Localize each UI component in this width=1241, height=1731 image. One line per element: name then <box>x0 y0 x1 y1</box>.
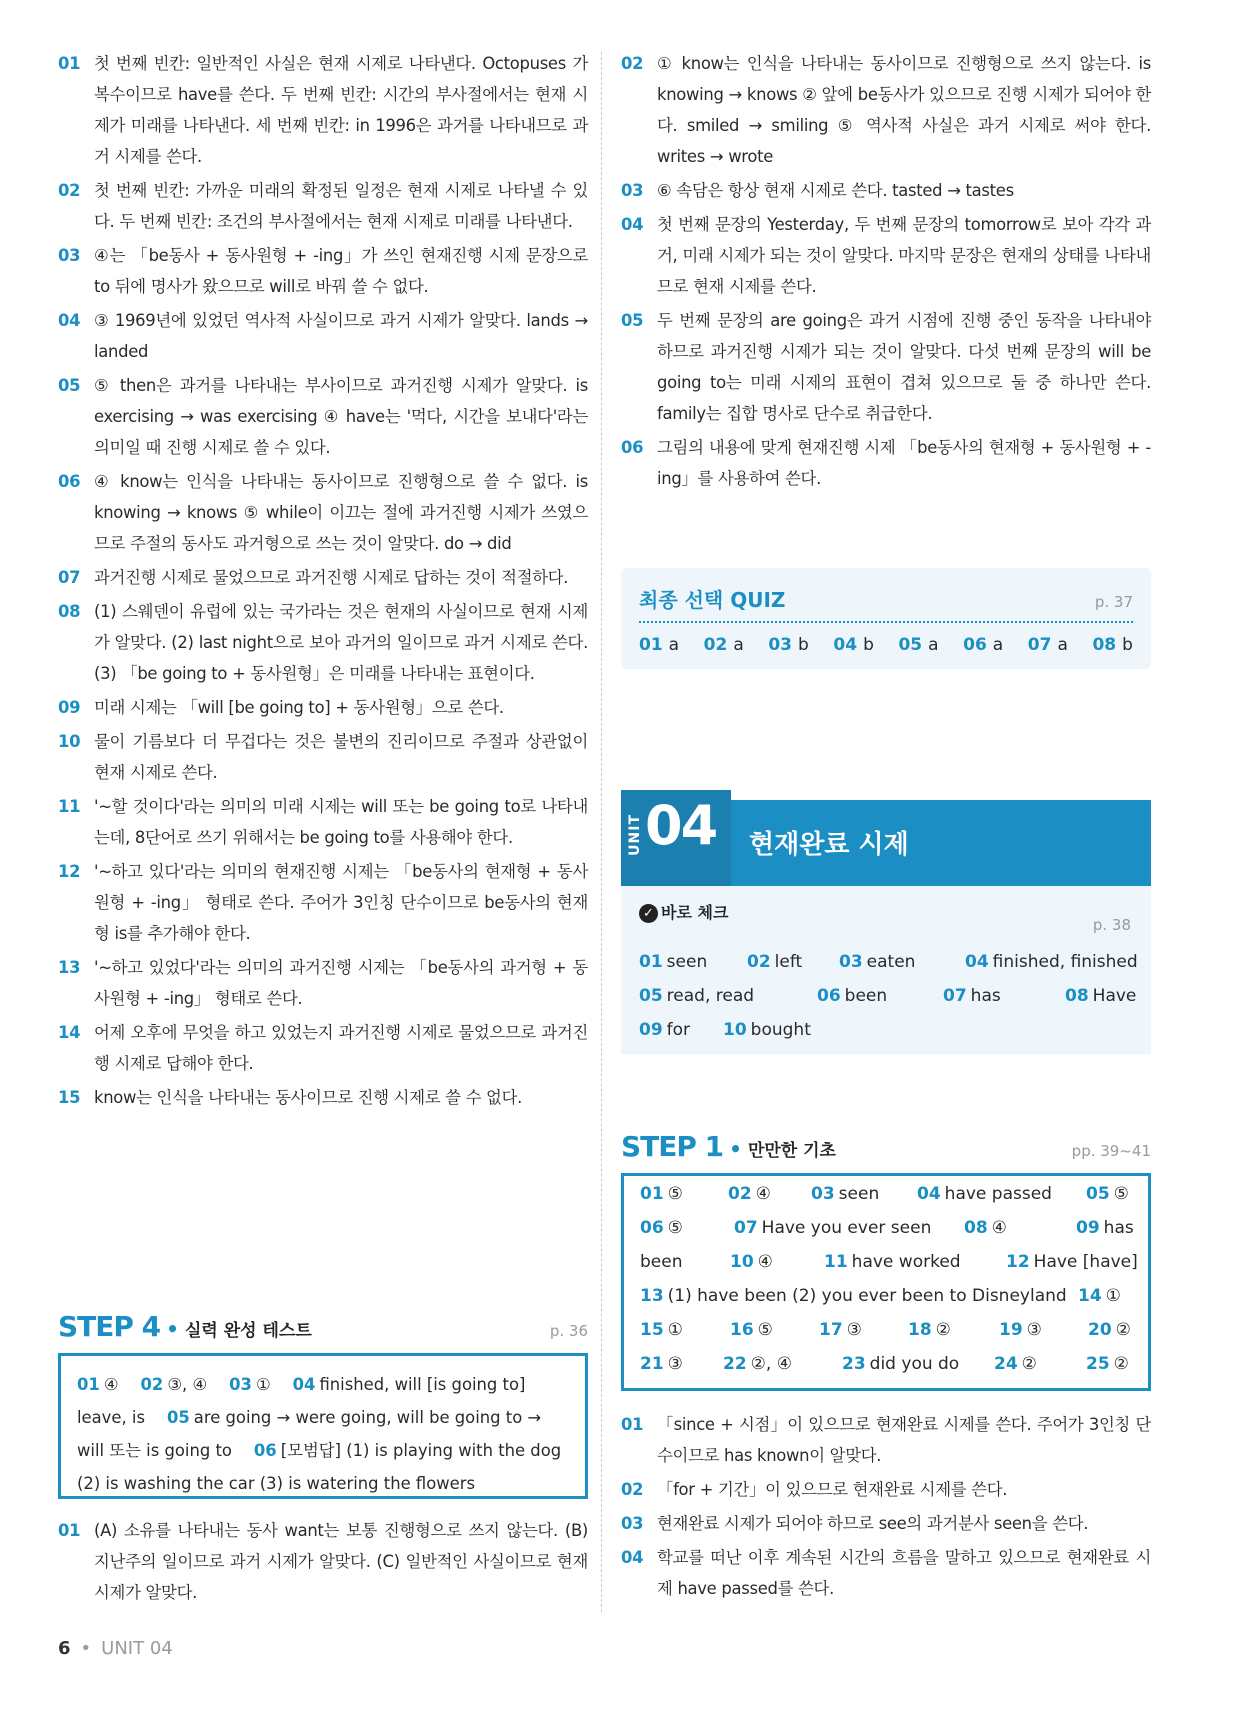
quiz-answer <box>1092 635 1132 655</box>
explanation-item <box>58 305 588 367</box>
answer-number: 13 <box>640 1286 664 1306</box>
item-text: 첫 번째 문장의 Yesterday, 두 번째 문장의 tomorrow로 보아 각각 과거, 미래 시제가 되는 것이 알맞다. 마지막 문장은 현재의 상태를 나타내므로 현재 시제를 쓴다. <box>657 215 1151 296</box>
item-text: 과거진행 시제로 물었으므로 과거진행 시제로 답하는 것이 적절하다. <box>94 568 569 587</box>
item-text: 「for + 기간」이 있으므로 현재완료 시제를 쓴다. <box>657 1480 1008 1499</box>
answer-value: have worked <box>851 1252 961 1272</box>
item-number: 01 <box>58 54 81 73</box>
answer-number: 08 <box>964 1218 988 1238</box>
answer <box>723 1020 811 1040</box>
explanation-item <box>58 1017 588 1079</box>
answer-value: ④ <box>103 1375 119 1394</box>
answer-number: 08 <box>1065 986 1089 1006</box>
item-text: 미래 시제는 「will [be going to] + 동사원형」으로 쓴다. <box>94 698 504 717</box>
quiz-value: a <box>733 635 744 655</box>
answer-number: 03 <box>229 1375 252 1394</box>
explanation-item <box>58 48 588 172</box>
answer-value: ⑤ <box>1113 1184 1129 1204</box>
answer-number: 02 <box>728 1184 752 1204</box>
answer <box>943 986 1001 1006</box>
item-text: 첫 번째 빈칸: 일반적인 사실은 현재 시제로 나타낸다. Octopuses 가 복수이므로 have를 쓴다. 두 번째 빈칸: 시간의 부사절에서는 현재 시제가 미래를 나타낸다. 세 번째 빈칸: in 1996은 과거를 나타내므로 과거 시제를 쓴다. <box>94 54 588 166</box>
answer-value: ④ <box>991 1218 1007 1238</box>
item-number: 02 <box>58 181 81 200</box>
step1-section <box>621 1130 1151 1607</box>
answer-number: 07 <box>943 986 967 1006</box>
answer-number: 22 <box>723 1354 747 1374</box>
answer <box>640 1354 683 1374</box>
item-number: 08 <box>58 602 81 621</box>
item-text: (1) 스웨덴이 유럽에 있는 국가라는 것은 현재의 사실이므로 현재 시제가 알맞다. (2) last night으로 보아 과거의 일이므로 과거 시제로 쓴다. (3) 「be going to + 동사원형」은 미래를 나타내는 표현이다. <box>94 602 588 683</box>
item-number: 15 <box>58 1088 81 1107</box>
item-text: ④ know는 인식을 나타내는 동사이므로 진행형으로 쓸 수 없다. is knowing → knows ⑤ while이 이끄는 절에 과거진행 시제가 쓰였으므로 주절의 동사도 과거형으로 쓰는 것이 알맞다. do → did <box>94 472 588 553</box>
answer-value: [모범답] (1) is playing with the dog (2) is washing the car (3) is watering the flowers <box>77 1441 562 1493</box>
quick-check-page-ref: p. 38 <box>1092 916 1131 934</box>
item-text: ⑤ then은 과거를 나타내는 부사이므로 과거진행 시제가 알맞다. is exercising → was exercising ④ have는 '먹다, 시간을 보내다'라는 의미일 때 진행 시제로 쓸 수 있다. <box>94 376 588 457</box>
item-text: 첫 번째 빈칸: 가까운 미래의 확정된 일정은 현재 시제로 나타낼 수 있다. 두 번째 빈칸: 조건의 부사절에서는 현재 시제로 미래를 나타낸다. <box>94 181 588 231</box>
quiz-value: b <box>863 635 874 655</box>
item-number: 11 <box>58 797 81 816</box>
unit-banner <box>621 794 1151 886</box>
answer-number: 06 <box>817 986 841 1006</box>
answer-value: been <box>844 986 888 1006</box>
answer-number: 04 <box>292 1375 316 1394</box>
answer-number: 10 <box>730 1252 754 1272</box>
step1-dot: • <box>729 1137 742 1161</box>
item-text: 어제 오후에 무엇을 하고 있었는지 과거진행 시제로 물었으므로 과거진행 시제로 답해야 한다. <box>94 1023 588 1073</box>
answer-value: been <box>640 1252 683 1272</box>
answer-number: 02 <box>747 952 771 972</box>
item-number: 12 <box>58 862 81 881</box>
quiz-answer <box>704 635 744 655</box>
explanation-item <box>58 562 588 593</box>
answer <box>734 1218 931 1238</box>
explanation-item <box>621 432 1151 494</box>
item-text: '~할 것이다'라는 의미의 미래 시제는 will 또는 be going to로 나타내는데, 8단어로 쓰기 위해서는 be going to를 사용해야 한다. <box>94 797 588 847</box>
quiz-answer <box>833 635 873 655</box>
explanation-item <box>58 1082 588 1113</box>
quiz-number: 01 <box>639 635 663 655</box>
answer <box>639 952 707 972</box>
item-text: 두 번째 문장의 are going은 과거 시점에 진행 중인 동작을 나타내야 하므로 과거진행 시제가 되는 것이 알맞다. 다섯 번째 문장의 will be going to는 미래 시제의 표현이 겹쳐 있으므로 둘 중 하나만 쓴다. family는 집합 명사로 단수로 취급한다. <box>657 311 1151 423</box>
answer-value: are going → were going, will be going to → will 또는 is going to <box>77 1408 542 1460</box>
answer <box>640 1320 683 1340</box>
item-number: 14 <box>58 1023 81 1042</box>
item-text: ⑥ 속담은 항상 현재 시제로 쓴다. tasted → tastes <box>657 181 1014 200</box>
answer <box>824 1252 961 1272</box>
answer-number: 20 <box>1088 1320 1112 1340</box>
step4-header <box>58 1310 588 1343</box>
explanation-item <box>621 1474 1151 1505</box>
item-text: '~하고 있었다'라는 의미의 과거진행 시제는 「be동사의 과거형 + 동사원형 + -ing」 형태로 쓴다. <box>94 958 588 1008</box>
explanation-item <box>58 692 588 723</box>
item-number: 05 <box>58 376 81 395</box>
answer-value: Have you ever seen <box>761 1218 932 1238</box>
quiz-answer <box>768 635 808 655</box>
item-number: 04 <box>621 215 644 234</box>
step1-title: STEP 1 <box>621 1130 724 1163</box>
quiz-value: b <box>798 635 809 655</box>
answer-value: ③ <box>846 1320 862 1340</box>
item-number: 04 <box>58 311 81 330</box>
answer <box>1065 986 1136 1006</box>
answer <box>730 1320 773 1340</box>
explanation-item <box>58 370 588 463</box>
explanation-item <box>621 48 1151 172</box>
quiz-header <box>639 584 1133 623</box>
answer <box>917 1184 1052 1204</box>
step4-title: STEP 4 <box>58 1310 161 1343</box>
answer <box>994 1354 1037 1374</box>
answer-number: 11 <box>824 1252 848 1272</box>
item-number: 03 <box>58 246 81 265</box>
answer-number: 03 <box>811 1184 835 1204</box>
answer-number: 23 <box>842 1354 866 1374</box>
step4-explanations <box>58 1515 588 1608</box>
item-number: 13 <box>58 958 81 977</box>
answer <box>999 1320 1042 1340</box>
item-number: 09 <box>58 698 81 717</box>
answer <box>1086 1184 1129 1204</box>
answer <box>77 1375 119 1394</box>
answer <box>964 1218 1007 1238</box>
quiz-number: 02 <box>703 635 728 655</box>
answer <box>819 1320 862 1340</box>
answer-value: (1) have been (2) you ever been to Disneyland <box>667 1286 1067 1306</box>
step1-answer-box <box>621 1173 1151 1391</box>
step4-answer-box <box>58 1353 588 1499</box>
item-number: 03 <box>621 1514 644 1533</box>
quiz-value: a <box>992 635 1004 655</box>
answer <box>1088 1320 1131 1340</box>
explanation-item <box>58 856 588 949</box>
explanation-item <box>621 175 1151 206</box>
quiz-number: 04 <box>833 635 858 655</box>
quiz-answer <box>639 635 679 655</box>
item-text: ① know는 인식을 나타내는 동사이므로 진행형으로 쓰지 않는다. is knowing → knows ② 앞에 be동사가 있으므로 진행 시제가 되어야 한다. smiled → smiling ⑤ 역사적 사실은 과거 시제로 써야 한다. writes → wrote <box>657 54 1151 166</box>
item-text: '~하고 있다'라는 의미의 현재진행 시제는 「be동사의 현재형 + 동사원형 + -ing」 형태로 쓴다. 주어가 3인칭 단수이므로 be동사의 현재형 is를 추가해야 한다. <box>94 862 588 943</box>
answer <box>965 952 1138 972</box>
answer-number: 14 <box>1078 1286 1102 1306</box>
answer-number: 01 <box>639 952 663 972</box>
answer <box>839 952 915 972</box>
answer <box>639 986 754 1006</box>
answer-number: 21 <box>640 1354 664 1374</box>
right-column <box>621 48 1151 497</box>
answer-number: 04 <box>917 1184 941 1204</box>
answer-value: ② <box>935 1320 951 1340</box>
answer <box>141 1375 208 1394</box>
answer-number: 05 <box>1086 1184 1110 1204</box>
quiz-answers <box>639 635 1133 655</box>
answer-number: 09 <box>639 1020 663 1040</box>
answer-number: 07 <box>734 1218 758 1238</box>
answer <box>817 986 887 1006</box>
quiz-answer <box>898 635 938 655</box>
answer-value: ⑤ <box>757 1320 773 1340</box>
step4-page-ref: p. 36 <box>549 1322 588 1340</box>
quiz-number: 06 <box>963 635 987 655</box>
explanation-item <box>621 305 1151 429</box>
explanation-item <box>621 1409 1151 1471</box>
answer-value: finished, finished <box>992 952 1138 972</box>
answer <box>1006 1252 1138 1272</box>
answer-value: seen <box>666 952 708 972</box>
answer-value: seen <box>838 1184 880 1204</box>
footer-dot: • <box>80 1638 92 1659</box>
answer <box>1078 1286 1121 1306</box>
item-number: 05 <box>621 311 644 330</box>
answer-number: 06 <box>640 1218 664 1238</box>
answer <box>908 1320 951 1340</box>
explanation-item <box>58 791 588 853</box>
answer-value: ② <box>1115 1320 1131 1340</box>
answer-value: for <box>666 1020 691 1040</box>
step1-explanations <box>621 1409 1151 1604</box>
answer <box>229 1375 271 1394</box>
item-text: 물이 기름보다 더 무겁다는 것은 불변의 진리이므로 주절과 상관없이 현재 시제로 쓴다. <box>94 732 588 782</box>
answer-value: ②, ④ <box>750 1354 792 1374</box>
item-text: 현재완료 시제가 되어야 하므로 see의 과거분사 seen을 쓴다. <box>657 1514 1089 1533</box>
answer <box>728 1184 771 1204</box>
item-text: (A) 소유를 나타내는 동사 want는 보통 진행형으로 쓰지 않는다. (B) 지난주의 일이므로 과거 시제가 알맞다. (C) 일반적인 사실이므로 현재 시제가 알맞다. <box>94 1521 588 1602</box>
answer-number: 24 <box>994 1354 1018 1374</box>
answer-value: left <box>774 952 803 972</box>
answer-value: ⑤ <box>667 1184 683 1204</box>
item-number: 01 <box>58 1521 81 1540</box>
answer-value: have passed <box>944 1184 1052 1204</box>
quiz-answer <box>963 635 1003 655</box>
answer <box>811 1184 879 1204</box>
answer-number: 05 <box>639 986 663 1006</box>
quiz-number: 07 <box>1027 635 1052 655</box>
explanation-item <box>58 952 588 1014</box>
answer-value: ① <box>1105 1286 1121 1306</box>
answer <box>723 1354 792 1374</box>
answer-value: ⑤ <box>667 1218 683 1238</box>
item-text: 「since + 시점」이 있으므로 현재완료 시제를 쓴다. 주어가 3인칭 단수이므로 has known이 알맞다. <box>657 1415 1151 1465</box>
explanation-item <box>58 175 588 237</box>
answer-value: finished, will [is going to] leave, is <box>77 1375 526 1427</box>
answer-number: 01 <box>77 1375 100 1394</box>
left-column <box>58 48 588 1116</box>
unit-tab <box>621 790 731 886</box>
unit-label: UNIT <box>627 814 643 856</box>
explanation-item <box>58 596 588 689</box>
step4-section <box>58 1310 588 1611</box>
check-circle-icon: ✓ <box>639 904 658 923</box>
answer-number: 25 <box>1086 1354 1110 1374</box>
answer-number: 12 <box>1006 1252 1030 1272</box>
quiz-number: 05 <box>898 635 923 655</box>
answer-value: Have [have] <box>1033 1252 1138 1272</box>
item-number: 04 <box>621 1548 644 1567</box>
answer-value: read, read <box>666 986 755 1006</box>
answer-value: bought <box>750 1020 811 1040</box>
answer <box>1086 1354 1129 1374</box>
footer-unit: UNIT 04 <box>101 1638 173 1659</box>
quiz-value: a <box>1057 635 1068 655</box>
answer <box>747 952 802 972</box>
answer-number: 19 <box>999 1320 1023 1340</box>
explanation-item <box>58 726 588 788</box>
answer-number: 05 <box>166 1408 190 1427</box>
explanation-item <box>58 466 588 559</box>
quiz-title: 최종 선택 QUIZ <box>639 588 786 612</box>
item-number: 02 <box>621 1480 644 1499</box>
answer-number: 03 <box>839 952 863 972</box>
answer-number: 04 <box>965 952 989 972</box>
step1-page-ref: pp. 39~41 <box>1071 1142 1151 1160</box>
item-text: ③ 1969년에 있었던 역사적 사실이므로 과거 시제가 알맞다. lands → landed <box>94 311 588 361</box>
answer-value: eaten <box>866 952 916 972</box>
explanation-item <box>58 1515 588 1608</box>
answer-number: 16 <box>730 1320 754 1340</box>
quick-check-box <box>621 886 1151 1054</box>
answer-number: 10 <box>723 1020 747 1040</box>
page-footer <box>58 1638 173 1659</box>
explanation-item <box>58 240 588 302</box>
quiz-number: 03 <box>768 635 793 655</box>
answer-value: Have <box>1092 986 1137 1006</box>
explanation-list <box>58 48 588 1113</box>
quiz-value: a <box>928 635 939 655</box>
answer-value: ① <box>255 1375 271 1394</box>
answer-value: ③, ④ <box>167 1375 208 1394</box>
explanation-list-right <box>621 48 1151 494</box>
answer-value: did you do <box>869 1354 960 1374</box>
answer <box>640 1286 1067 1306</box>
explanation-item <box>621 1542 1151 1604</box>
answer-number: 17 <box>819 1320 843 1340</box>
answer-number: 09 <box>1076 1218 1100 1238</box>
answer <box>640 1184 683 1204</box>
answer <box>640 1218 683 1238</box>
answer <box>1076 1218 1134 1238</box>
step4-dot: • <box>166 1317 179 1341</box>
item-text: know는 인식을 나타내는 동사이므로 진행 시제로 쓸 수 없다. <box>94 1088 523 1107</box>
quiz-number: 08 <box>1092 635 1117 655</box>
explanation-item <box>621 209 1151 302</box>
quiz-page-ref: p. 37 <box>1094 593 1133 611</box>
answer-value: ④ <box>757 1252 773 1272</box>
answer-number: 06 <box>253 1441 277 1460</box>
item-number: 06 <box>621 438 644 457</box>
step1-header <box>621 1130 1151 1163</box>
unit-title: 현재완료 시제 <box>749 830 909 860</box>
answer-number: 15 <box>640 1320 664 1340</box>
explanation-item <box>621 1508 1151 1539</box>
page-number: 6 <box>58 1638 71 1659</box>
quiz-answer <box>1028 635 1068 655</box>
answer-number: 02 <box>140 1375 164 1394</box>
answer-value: ② <box>1113 1354 1129 1374</box>
step4-subtitle: 실력 완성 테스트 <box>184 1321 312 1341</box>
item-number: 07 <box>58 568 81 587</box>
answer <box>640 1252 682 1272</box>
quiz-value: b <box>1122 635 1133 655</box>
answer-value: ① <box>667 1320 683 1340</box>
item-number: 02 <box>621 54 644 73</box>
item-number: 10 <box>58 732 81 751</box>
item-text: 학교를 떠난 이후 계속된 시간의 흐름을 말하고 있으므로 현재완료 시제 have passed를 쓴다. <box>657 1548 1151 1598</box>
item-number: 03 <box>621 181 644 200</box>
unit-number: 04 <box>645 794 717 857</box>
item-number: 01 <box>621 1415 644 1434</box>
item-text: 그림의 내용에 맞게 현재진행 시제 「be동사의 현재형 + 동사원형 + -ing」를 사용하여 쓴다. <box>657 438 1151 488</box>
answer-number: 01 <box>640 1184 664 1204</box>
step1-subtitle: 만만한 기초 <box>747 1141 836 1161</box>
quiz-box <box>621 568 1151 669</box>
item-number: 06 <box>58 472 81 491</box>
quiz-value: a <box>668 635 680 655</box>
answer-number: 18 <box>908 1320 932 1340</box>
answer-value: ③ <box>1026 1320 1042 1340</box>
quick-check-title: 바로 체크 <box>661 903 729 922</box>
answer <box>730 1252 773 1272</box>
answer-value: ② <box>1021 1354 1037 1374</box>
item-text: ④는 「be동사 + 동사원형 + -ing」가 쓰인 현재진행 시제 문장으로 to 뒤에 명사가 왔으므로 will로 바꿔 쓸 수 없다. <box>94 246 588 296</box>
answer-value: has <box>970 986 1001 1006</box>
answer <box>842 1354 959 1374</box>
column-divider <box>601 52 602 1612</box>
answer-value: ③ <box>667 1354 683 1374</box>
answer-value: ④ <box>755 1184 771 1204</box>
answer <box>639 1020 690 1040</box>
answer-value: has <box>1103 1218 1134 1238</box>
quick-check-header <box>639 900 728 923</box>
